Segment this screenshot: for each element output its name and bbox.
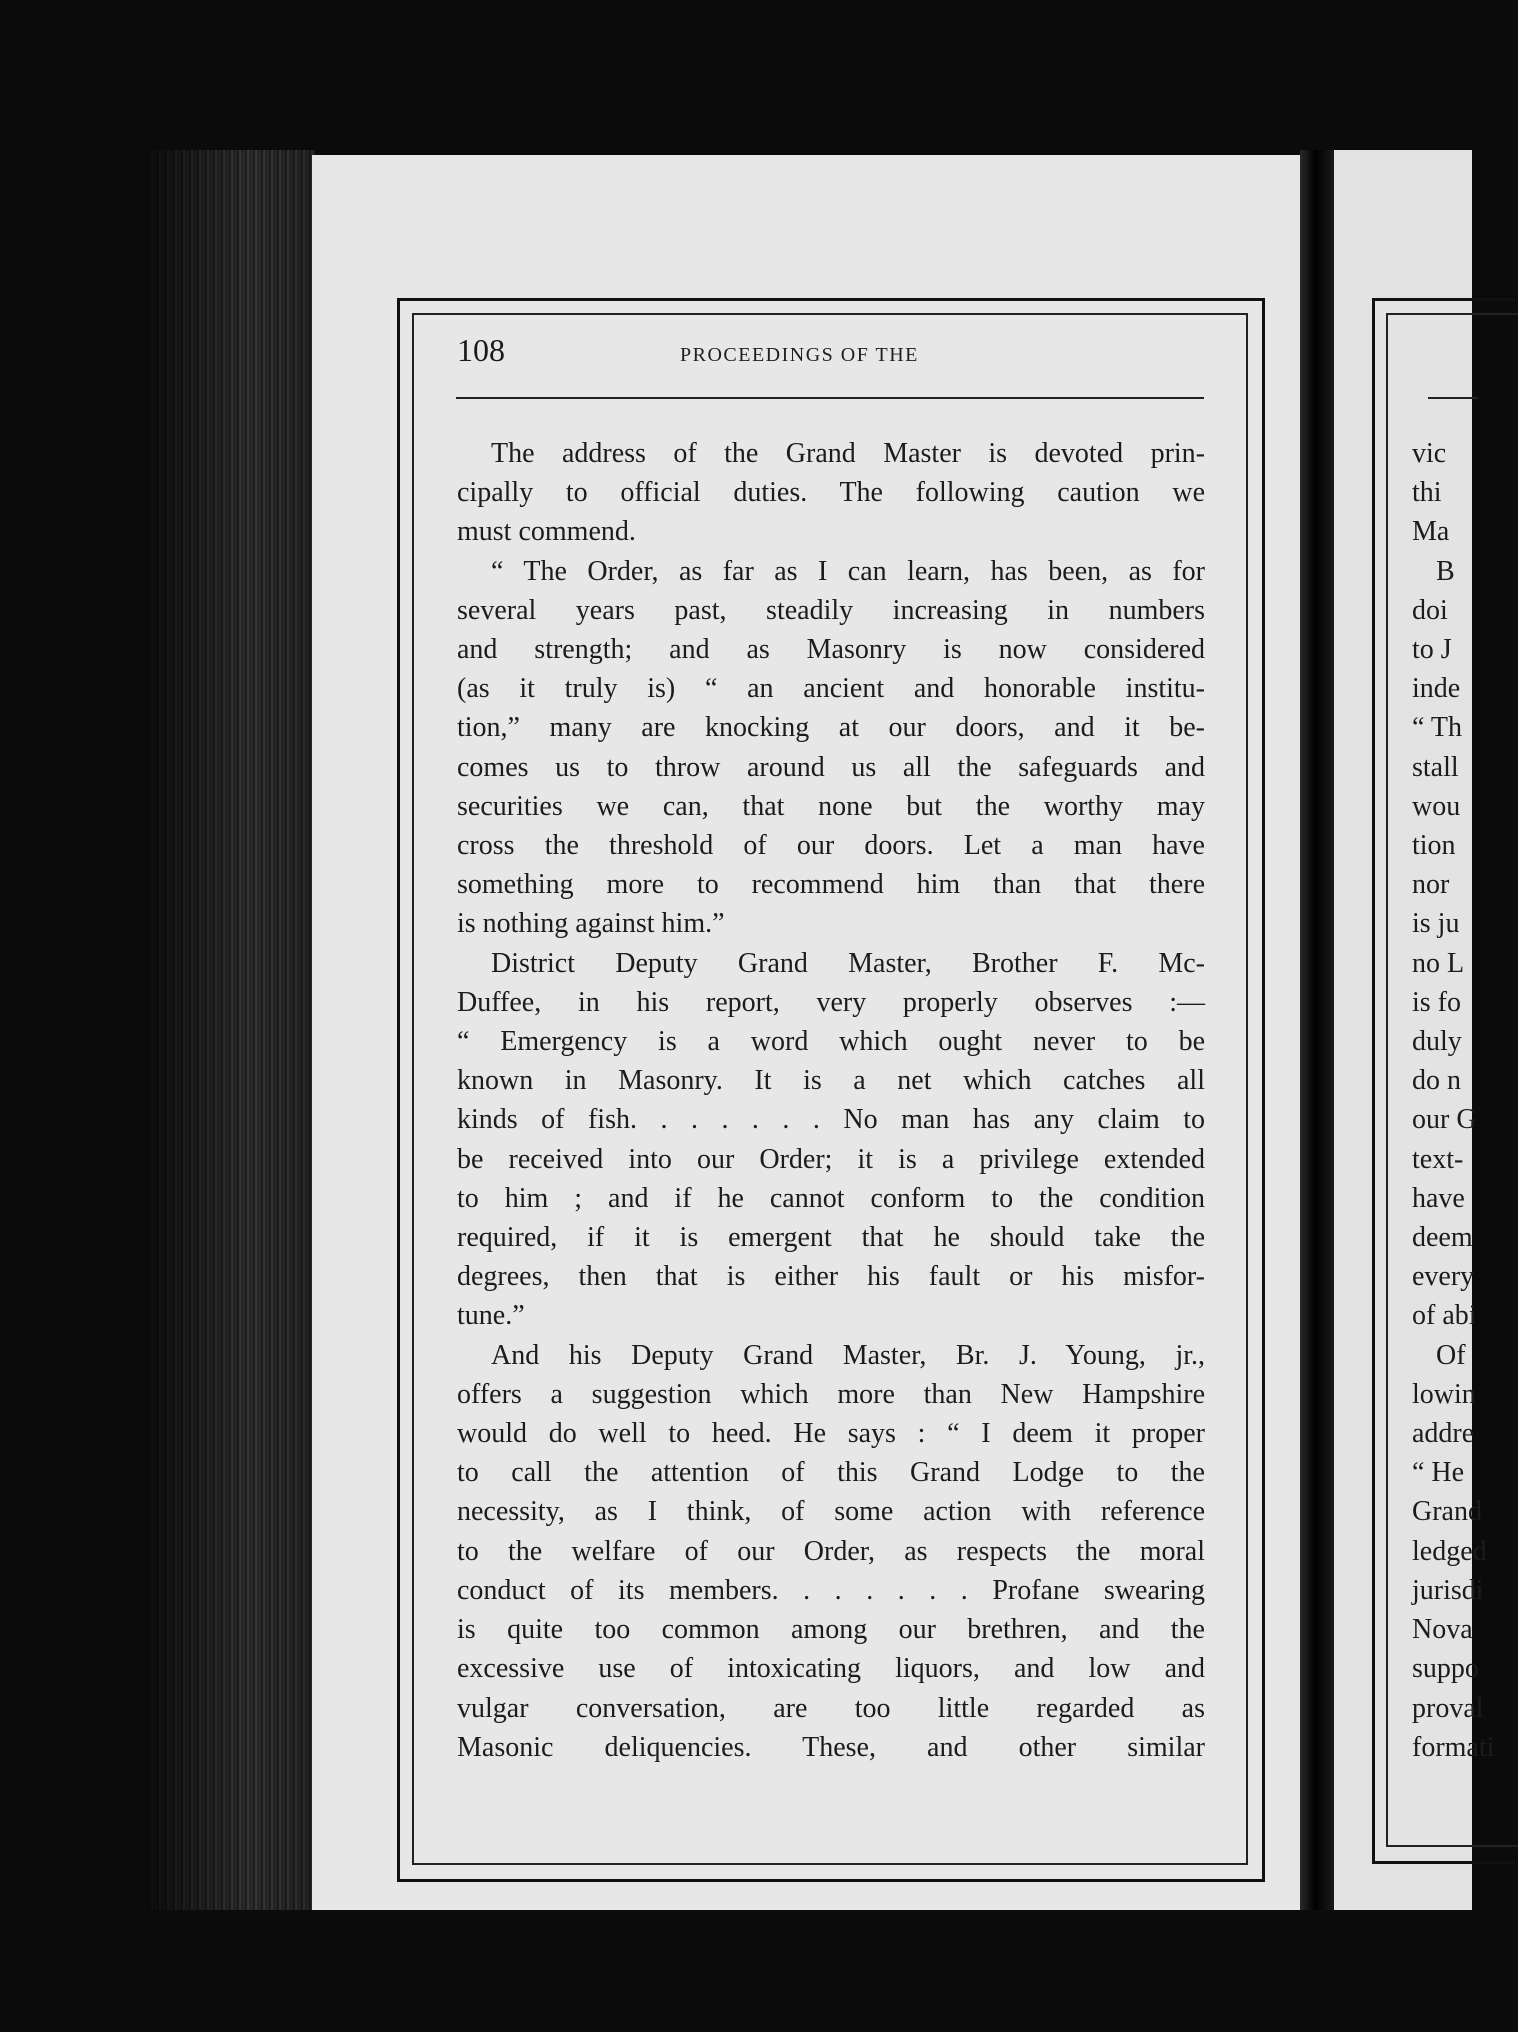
text-fragment: to J xyxy=(1412,634,1452,666)
text-fragment: lowin xyxy=(1412,1378,1476,1410)
text-line: is nothing against him.” xyxy=(457,908,725,940)
text-line: cross the threshold of our doors. Let a man have xyxy=(457,830,1205,862)
text-fragment: have xyxy=(1412,1182,1465,1214)
next-page-text-fragments xyxy=(1412,434,1495,1767)
text-fragment: no L xyxy=(1412,947,1465,979)
text-fragment: every xyxy=(1412,1261,1475,1293)
text-fragment: “ Th xyxy=(1412,712,1463,744)
header-rule xyxy=(456,397,1204,399)
text-fragment: vic xyxy=(1412,438,1447,469)
page-edges-shadow xyxy=(150,150,315,1910)
text-line: The address of the Grand Master is devoted prin- xyxy=(491,438,1205,469)
text-fragment: proval xyxy=(1412,1692,1484,1724)
text-line: to the welfare of our Order, as respects the moral xyxy=(457,1535,1205,1567)
text-line: “ The Order, as far as I can learn, has been, as for xyxy=(491,555,1205,587)
text-fragment: Nova xyxy=(1412,1614,1473,1646)
page-body-text xyxy=(457,434,1205,1767)
text-line: (as it truly is) “ an ancient and honorable institu- xyxy=(457,673,1205,705)
text-fragment: suppo xyxy=(1412,1653,1479,1685)
text-line: And his Deputy Grand Master, Br. J. Young, jr., xyxy=(491,1339,1205,1371)
text-line: conduct of its members. . . . . . . Profane swearing xyxy=(457,1574,1205,1606)
text-line: “ Emergency is a word which ought never to be xyxy=(457,1026,1205,1058)
text-line: Duffee, in his report, very properly observes :— xyxy=(457,986,1205,1018)
text-line: is quite too common among our brethren, and the xyxy=(457,1614,1205,1646)
page-number: 108 xyxy=(457,332,505,368)
text-line: known in Masonry. It is a net which catches all xyxy=(457,1065,1205,1097)
text-line: and strength; and as Masonry is now considered xyxy=(457,634,1205,666)
text-line: cipally to official duties. The following caution we xyxy=(457,477,1205,509)
text-fragment: wou xyxy=(1412,790,1461,822)
text-line: degrees, then that is either his fault or his misfor- xyxy=(457,1261,1205,1293)
text-line: Masonic deliquencies. These, and other similar xyxy=(457,1731,1205,1763)
text-line: comes us to throw around us all the safeguards and xyxy=(457,751,1205,783)
text-fragment: B xyxy=(1436,555,1455,587)
next-page-header-rule xyxy=(1428,397,1478,399)
text-line: excessive use of intoxicating liquors, and low and xyxy=(457,1653,1205,1685)
text-line: to call the attention of this Grand Lodge to the xyxy=(457,1457,1205,1489)
running-head: PROCEEDINGS OF THE xyxy=(680,344,919,366)
text-line: several years past, steadily increasing in numbers xyxy=(457,594,1205,626)
text-line: to him ; and if he cannot conform to the condition xyxy=(457,1182,1205,1214)
text-fragment: nor xyxy=(1412,869,1450,901)
text-fragment: Of xyxy=(1436,1339,1466,1371)
text-line: District Deputy Grand Master, Brother F. Mc- xyxy=(491,947,1205,979)
text-line: something more to recommend him than that there xyxy=(457,869,1205,901)
text-line: offers a suggestion which more than New Hampshire xyxy=(457,1378,1205,1410)
text-line: tion,” many are knocking at our doors, and it be- xyxy=(457,712,1205,744)
text-line: must commend. xyxy=(457,516,636,548)
text-fragment: addre xyxy=(1412,1418,1475,1450)
text-fragment: is fo xyxy=(1412,986,1461,1018)
text-fragment: formati xyxy=(1412,1731,1495,1763)
text-fragment: our G xyxy=(1412,1104,1477,1136)
text-fragment: of abi xyxy=(1412,1300,1477,1332)
text-line: securities we can, that none but the worthy may xyxy=(457,790,1205,822)
text-fragment: “ He xyxy=(1412,1457,1465,1489)
text-fragment: Ma xyxy=(1412,516,1450,548)
text-line: would do well to heed. He says : “ I deem it proper xyxy=(457,1418,1205,1450)
text-line: necessity, as I think, of some action with reference xyxy=(457,1496,1205,1528)
text-fragment: stall xyxy=(1412,751,1459,783)
text-fragment: ledged xyxy=(1412,1535,1487,1567)
book-gutter xyxy=(1300,150,1334,1910)
text-line: kinds of fish. . . . . . . No man has any claim to xyxy=(457,1104,1205,1136)
text-line: be received into our Order; it is a privilege extended xyxy=(457,1143,1205,1175)
text-line: vulgar conversation, are too little regarded as xyxy=(457,1692,1205,1724)
text-fragment: thi xyxy=(1412,477,1442,509)
text-fragment: do n xyxy=(1412,1065,1461,1097)
text-fragment: duly xyxy=(1412,1026,1462,1058)
text-fragment: deem xyxy=(1412,1222,1473,1254)
text-fragment: doi xyxy=(1412,594,1448,626)
text-fragment: text- xyxy=(1412,1143,1464,1175)
text-fragment: jurisdi xyxy=(1412,1574,1484,1606)
text-fragment: is ju xyxy=(1412,908,1460,940)
text-line: tune.” xyxy=(457,1300,525,1332)
text-fragment: tion xyxy=(1412,830,1456,862)
text-line: required, if it is emergent that he should take the xyxy=(457,1222,1205,1254)
text-fragment: inde xyxy=(1412,673,1461,705)
text-fragment: Grand xyxy=(1412,1496,1482,1528)
